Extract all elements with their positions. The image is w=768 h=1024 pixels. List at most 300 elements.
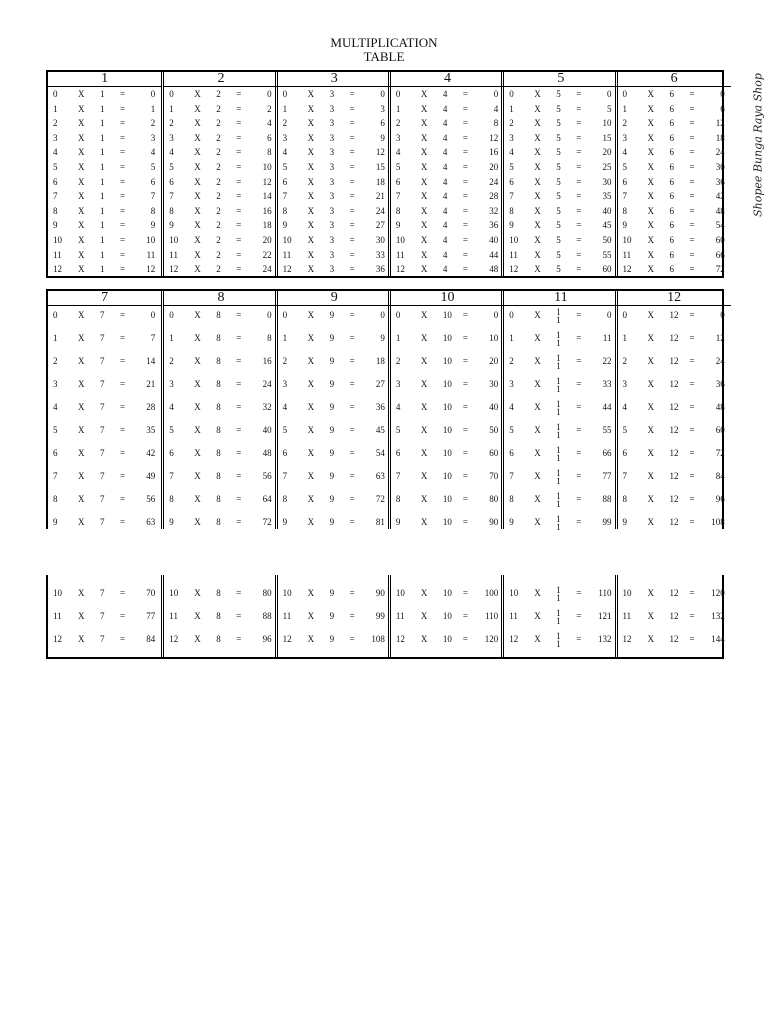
times-sign: X bbox=[647, 494, 654, 504]
multiplier: 11 bbox=[169, 249, 178, 260]
product: 132 bbox=[597, 634, 612, 644]
product: 60 bbox=[602, 264, 612, 275]
table-number: 9 bbox=[329, 588, 335, 598]
times-sign: X bbox=[194, 611, 201, 621]
table-number: 5 bbox=[556, 205, 561, 216]
equals-sign: = bbox=[576, 588, 582, 598]
multiplier: 9 bbox=[509, 517, 514, 527]
times-sign: X bbox=[534, 235, 541, 245]
equals-sign: = bbox=[236, 494, 242, 504]
equals-sign: = bbox=[576, 235, 582, 245]
multiplier: 1 bbox=[509, 333, 514, 343]
digit: 1 bbox=[556, 399, 561, 409]
table-row bbox=[391, 588, 504, 599]
table-number: 9 bbox=[329, 333, 335, 343]
equals-sign: = bbox=[349, 103, 355, 114]
table-row bbox=[391, 147, 504, 158]
table-number: 12 bbox=[669, 379, 679, 389]
times-sign: X bbox=[647, 264, 654, 275]
product: 18 bbox=[715, 132, 725, 143]
product: 80 bbox=[489, 494, 499, 504]
table-number: 5 bbox=[556, 176, 561, 187]
times-sign: X bbox=[78, 132, 85, 143]
table-header: 9 bbox=[278, 291, 391, 306]
table-number: 7 bbox=[100, 448, 105, 458]
times-sign: X bbox=[78, 103, 85, 114]
table-row bbox=[164, 588, 277, 599]
table-block-middle bbox=[46, 289, 725, 532]
multiplier: 10 bbox=[53, 588, 62, 598]
digit: 1 bbox=[556, 353, 561, 363]
times-sign: X bbox=[194, 191, 201, 202]
table-row bbox=[164, 264, 277, 275]
product: 20 bbox=[489, 356, 499, 366]
multiplier: 6 bbox=[169, 176, 174, 187]
equals-sign: = bbox=[462, 310, 468, 320]
table-number: 2 bbox=[216, 235, 221, 245]
table-number: 8 bbox=[216, 517, 221, 527]
table-number-stacked bbox=[556, 354, 564, 370]
table-row bbox=[278, 494, 391, 505]
product: 60 bbox=[489, 448, 499, 458]
times-sign: X bbox=[307, 147, 315, 158]
multiplier: 2 bbox=[622, 118, 627, 129]
table-row bbox=[48, 235, 161, 246]
multiplier: 0 bbox=[509, 310, 514, 320]
times-sign: X bbox=[420, 220, 428, 231]
times-sign: X bbox=[534, 634, 541, 644]
multiplier: 11 bbox=[53, 249, 62, 260]
table-row bbox=[48, 310, 161, 321]
product: 0 bbox=[267, 310, 272, 320]
equals-sign: = bbox=[236, 264, 242, 275]
equals-sign: = bbox=[689, 264, 695, 275]
equals-sign: = bbox=[120, 333, 126, 343]
table-row bbox=[48, 220, 161, 231]
times-sign: X bbox=[78, 220, 85, 231]
equals-sign: = bbox=[349, 333, 355, 343]
product: 88 bbox=[602, 494, 612, 504]
table-number: 1 bbox=[100, 220, 105, 231]
equals-sign: = bbox=[462, 517, 468, 527]
table-number: 6 bbox=[669, 205, 674, 216]
table-number: 9 bbox=[329, 379, 335, 389]
product: 49 bbox=[146, 471, 156, 481]
product: 30 bbox=[489, 379, 499, 389]
equals-sign: = bbox=[576, 356, 582, 366]
table-number: 2 bbox=[216, 176, 221, 187]
table-number: 9 bbox=[329, 310, 335, 320]
multiplier: 11 bbox=[509, 611, 518, 621]
times-sign: X bbox=[78, 191, 85, 202]
table-number: 5 bbox=[556, 162, 561, 172]
table-column bbox=[501, 575, 617, 657]
table-header: 12 bbox=[618, 291, 731, 306]
table-number: 10 bbox=[442, 448, 452, 458]
product: 4 bbox=[493, 103, 499, 114]
table-number: 4 bbox=[442, 118, 448, 129]
table-number: 7 bbox=[100, 402, 105, 412]
multiplier: 9 bbox=[509, 220, 514, 231]
equals-sign: = bbox=[576, 517, 582, 527]
product: 30 bbox=[375, 235, 385, 245]
table-number: 8 bbox=[216, 379, 221, 389]
product: 8 bbox=[267, 147, 272, 158]
equals-sign: = bbox=[576, 118, 582, 129]
table-number-stacked bbox=[556, 469, 564, 485]
table-number: 2 bbox=[216, 162, 221, 172]
multiplier: 1 bbox=[169, 103, 174, 114]
times-sign: X bbox=[534, 118, 541, 129]
product: 8 bbox=[493, 118, 499, 129]
table-number: 1 bbox=[100, 118, 105, 129]
equals-sign: = bbox=[462, 494, 468, 504]
multiplier: 9 bbox=[282, 220, 288, 231]
table-number: 2 bbox=[216, 264, 221, 275]
table-number: 6 bbox=[669, 264, 674, 275]
table-row bbox=[618, 356, 731, 367]
times-sign: X bbox=[78, 89, 85, 99]
table-number: 6 bbox=[669, 176, 674, 187]
times-sign: X bbox=[194, 448, 201, 458]
multiplier: 6 bbox=[53, 448, 58, 458]
times-sign: X bbox=[420, 611, 428, 621]
product: 50 bbox=[489, 425, 499, 435]
times-sign: X bbox=[78, 588, 85, 598]
table-row bbox=[164, 448, 277, 459]
times-sign: X bbox=[194, 402, 201, 412]
equals-sign: = bbox=[349, 471, 355, 481]
times-sign: X bbox=[647, 89, 654, 99]
times-sign: X bbox=[307, 448, 315, 458]
equals-sign: = bbox=[236, 310, 242, 320]
table-row bbox=[504, 118, 617, 129]
times-sign: X bbox=[307, 176, 315, 187]
table-number: 10 bbox=[442, 517, 452, 527]
table-row bbox=[164, 220, 277, 231]
product: 0 bbox=[150, 89, 156, 99]
multiplier: 2 bbox=[53, 118, 58, 129]
product: 0 bbox=[380, 310, 385, 320]
table-number-stacked bbox=[556, 331, 564, 347]
table-number-stacked bbox=[556, 308, 564, 324]
multiplier: 7 bbox=[622, 191, 627, 202]
table-column bbox=[388, 291, 504, 529]
table-row bbox=[618, 517, 731, 528]
multiplier: 9 bbox=[169, 220, 174, 231]
table-block-bottom bbox=[46, 575, 724, 659]
table-number: 10 bbox=[442, 402, 452, 412]
multiplier: 8 bbox=[395, 205, 401, 216]
table-number: 2 bbox=[216, 118, 221, 129]
table-row bbox=[164, 333, 277, 344]
watermark bbox=[748, 65, 768, 225]
table-number: 4 bbox=[442, 205, 448, 216]
table-row bbox=[48, 517, 161, 528]
table-number: 3 bbox=[329, 264, 335, 275]
multiplier: 11 bbox=[622, 611, 632, 621]
table-column bbox=[48, 72, 161, 276]
table-column bbox=[48, 575, 161, 657]
multiplier: 1 bbox=[282, 103, 288, 114]
times-sign: X bbox=[420, 176, 428, 187]
table-number: 4 bbox=[442, 249, 448, 260]
product: 0 bbox=[493, 89, 499, 99]
table-number: 9 bbox=[329, 356, 335, 366]
equals-sign: = bbox=[462, 448, 468, 458]
table-number: 6 bbox=[669, 147, 674, 158]
product: 7 bbox=[150, 333, 156, 343]
table-row bbox=[618, 588, 731, 599]
multiplier: 2 bbox=[53, 356, 58, 366]
multiplier: 6 bbox=[53, 176, 58, 187]
equals-sign: = bbox=[120, 402, 126, 412]
multiplier: 11 bbox=[169, 611, 178, 621]
times-sign: X bbox=[534, 89, 541, 99]
equals-sign: = bbox=[462, 162, 468, 172]
times-sign: X bbox=[194, 356, 201, 366]
times-sign: X bbox=[78, 611, 85, 621]
table-number: 3 bbox=[329, 118, 335, 129]
times-sign: X bbox=[194, 471, 201, 481]
product: 45 bbox=[602, 220, 612, 231]
multiplier: 9 bbox=[53, 220, 58, 231]
product: 42 bbox=[146, 448, 156, 458]
times-sign: X bbox=[534, 402, 541, 412]
times-sign: X bbox=[420, 118, 428, 129]
equals-sign: = bbox=[462, 205, 468, 216]
product: 100 bbox=[484, 588, 499, 598]
table-number: 4 bbox=[442, 162, 448, 172]
multiplier: 8 bbox=[622, 205, 627, 216]
times-sign: X bbox=[194, 89, 201, 99]
multiplier: 4 bbox=[509, 147, 514, 158]
table-number: 2 bbox=[216, 147, 221, 158]
equals-sign: = bbox=[689, 103, 695, 114]
table-number: 6 bbox=[669, 249, 674, 260]
equals-sign: = bbox=[576, 333, 582, 343]
times-sign: X bbox=[420, 471, 428, 481]
multiplier: 7 bbox=[282, 471, 288, 481]
table-row bbox=[618, 310, 731, 321]
times-sign: X bbox=[307, 103, 315, 114]
table-row bbox=[48, 264, 161, 275]
times-sign: X bbox=[534, 147, 541, 158]
equals-sign: = bbox=[462, 118, 468, 129]
equals-sign: = bbox=[576, 176, 582, 187]
table-row bbox=[504, 162, 617, 173]
equals-sign: = bbox=[236, 147, 242, 158]
multiplier: 3 bbox=[509, 132, 514, 143]
product: 50 bbox=[602, 235, 612, 245]
table-row bbox=[618, 118, 731, 129]
table-row bbox=[164, 133, 277, 144]
equals-sign: = bbox=[462, 379, 468, 389]
times-sign: X bbox=[647, 249, 654, 260]
product: 10 bbox=[146, 235, 156, 245]
product: 9 bbox=[380, 333, 385, 343]
equals-sign: = bbox=[120, 310, 126, 320]
table-number: 6 bbox=[669, 191, 674, 202]
table-row bbox=[278, 333, 391, 344]
times-sign: X bbox=[534, 205, 541, 216]
multiplier: 8 bbox=[282, 494, 288, 504]
table-number: 1 bbox=[100, 132, 105, 143]
multiplier: 6 bbox=[169, 448, 174, 458]
equals-sign: = bbox=[236, 89, 242, 99]
table-row bbox=[164, 634, 277, 645]
multiplier: 5 bbox=[282, 425, 288, 435]
equals-sign: = bbox=[689, 356, 695, 366]
times-sign: X bbox=[307, 235, 315, 245]
table-row bbox=[504, 250, 617, 261]
multiplier: 12 bbox=[395, 264, 405, 275]
table-row bbox=[164, 104, 277, 115]
table-number: 10 bbox=[442, 310, 452, 320]
table-row bbox=[504, 235, 617, 246]
product: 5 bbox=[606, 103, 612, 114]
equals-sign: = bbox=[462, 132, 468, 143]
product: 72 bbox=[262, 517, 272, 527]
times-sign: X bbox=[534, 220, 541, 231]
multiplier: 9 bbox=[282, 517, 288, 527]
equals-sign: = bbox=[462, 220, 468, 231]
equals-sign: = bbox=[689, 249, 695, 260]
product: 3 bbox=[380, 103, 385, 114]
multiplier: 5 bbox=[395, 425, 401, 435]
multiplier: 9 bbox=[53, 517, 58, 527]
product: 27 bbox=[375, 379, 385, 389]
table-row bbox=[164, 517, 277, 528]
table-row bbox=[618, 191, 731, 202]
product: 88 bbox=[262, 611, 272, 621]
table-row bbox=[618, 235, 731, 246]
multiplier: 1 bbox=[622, 333, 627, 343]
table-row bbox=[48, 177, 161, 188]
times-sign: X bbox=[420, 205, 428, 216]
table-number: 10 bbox=[442, 634, 452, 644]
product: 16 bbox=[262, 205, 272, 216]
table-row bbox=[278, 118, 391, 129]
table-number: 4 bbox=[442, 191, 448, 202]
times-sign: X bbox=[420, 634, 428, 644]
times-sign: X bbox=[78, 517, 85, 527]
product: 90 bbox=[489, 517, 499, 527]
product: 108 bbox=[371, 634, 385, 644]
table-header: 7 bbox=[48, 291, 161, 306]
table-number-stacked bbox=[556, 632, 564, 648]
table-number: 3 bbox=[329, 132, 335, 143]
table-number: 12 bbox=[669, 471, 679, 481]
product: 44 bbox=[489, 249, 499, 260]
equals-sign: = bbox=[689, 494, 695, 504]
product: 6 bbox=[720, 103, 725, 114]
multiplier: 12 bbox=[509, 634, 519, 644]
table-number: 8 bbox=[216, 634, 221, 644]
table-number-stacked bbox=[556, 423, 564, 439]
multiplier: 3 bbox=[53, 132, 58, 143]
product: 22 bbox=[262, 249, 272, 260]
multiplier: 4 bbox=[395, 147, 401, 158]
multiplier: 10 bbox=[169, 588, 179, 598]
multiplier: 7 bbox=[53, 471, 58, 481]
times-sign: X bbox=[534, 611, 541, 621]
multiplier: 2 bbox=[395, 118, 401, 129]
table-row bbox=[48, 89, 161, 100]
table-number-stacked bbox=[556, 515, 564, 531]
equals-sign: = bbox=[689, 132, 695, 143]
table-row bbox=[391, 379, 504, 390]
multiplier: 7 bbox=[509, 191, 514, 202]
multiplier: 6 bbox=[395, 176, 401, 187]
equals-sign: = bbox=[349, 235, 355, 245]
equals-sign: = bbox=[120, 147, 126, 158]
product: 24 bbox=[715, 147, 725, 158]
equals-sign: = bbox=[689, 162, 695, 172]
table-number: 5 bbox=[556, 89, 561, 99]
table-number: 3 bbox=[329, 162, 335, 172]
table-column bbox=[275, 291, 391, 529]
equals-sign: = bbox=[120, 264, 126, 275]
times-sign: X bbox=[647, 191, 654, 202]
table-number: 8 bbox=[216, 333, 221, 343]
times-sign: X bbox=[420, 147, 428, 158]
equals-sign: = bbox=[236, 471, 242, 481]
product: 84 bbox=[715, 471, 725, 481]
table-row bbox=[278, 310, 391, 321]
product: 5 bbox=[150, 162, 156, 172]
table-column bbox=[388, 72, 504, 276]
table-number: 12 bbox=[669, 333, 679, 343]
multiplier: 2 bbox=[622, 356, 627, 366]
equals-sign: = bbox=[236, 379, 242, 389]
equals-sign: = bbox=[576, 310, 582, 320]
equals-sign: = bbox=[236, 611, 242, 621]
product: 0 bbox=[720, 310, 725, 320]
table-number: 1 bbox=[100, 103, 105, 114]
equals-sign: = bbox=[689, 176, 695, 187]
table-number: 9 bbox=[329, 425, 335, 435]
table-row bbox=[391, 471, 504, 482]
table-row bbox=[278, 425, 391, 436]
times-sign: X bbox=[307, 89, 315, 99]
page-subtitle: TABLE bbox=[363, 49, 405, 64]
multiplier: 11 bbox=[282, 611, 292, 621]
equals-sign: = bbox=[236, 176, 242, 187]
multiplier: 10 bbox=[53, 235, 62, 245]
times-sign: X bbox=[420, 103, 428, 114]
table-number: 6 bbox=[669, 162, 674, 172]
times-sign: X bbox=[78, 118, 85, 129]
table-header: 3 bbox=[278, 72, 391, 87]
times-sign: X bbox=[194, 634, 201, 644]
table-column bbox=[615, 291, 731, 529]
equals-sign: = bbox=[689, 634, 695, 644]
multiplier: 10 bbox=[282, 588, 292, 598]
equals-sign: = bbox=[236, 249, 242, 260]
table-row bbox=[48, 634, 161, 645]
table-number-stacked bbox=[556, 609, 564, 625]
table-row bbox=[618, 162, 731, 173]
table-row bbox=[48, 588, 161, 599]
digit: 1 bbox=[556, 315, 561, 325]
product: 40 bbox=[489, 235, 499, 245]
product: 9 bbox=[380, 132, 385, 143]
digit: 1 bbox=[556, 430, 561, 440]
times-sign: X bbox=[647, 220, 654, 231]
times-sign: X bbox=[647, 588, 654, 598]
product: 0 bbox=[493, 310, 499, 320]
